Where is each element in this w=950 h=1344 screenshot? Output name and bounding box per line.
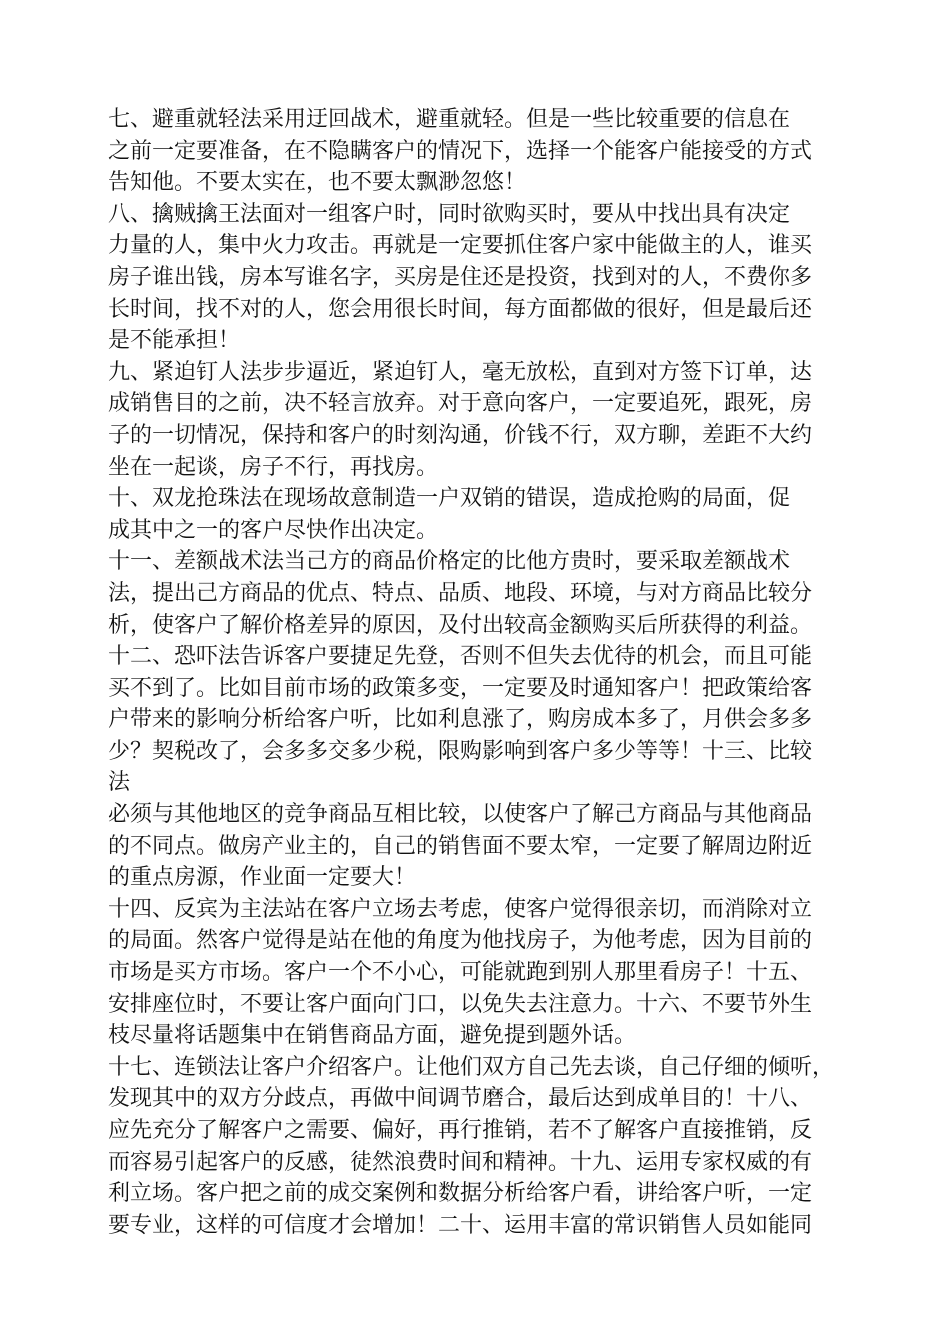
text-line: 的不同点。做房产业主的，自己的销售面不要太窄，一定要了解周边附近 (108, 833, 813, 859)
text-line: 成销售目的之前，决不轻言放弃。对于意向客户，一定要追死，跟死，房 (108, 391, 813, 417)
text-line: 之前一定要准备，在不隐瞒客户的情况下，选择一个能客户能接受的方式 (108, 138, 813, 164)
text-line: 必须与其他地区的竞争商品互相比较，以使客户了解己方商品与其他商品 (108, 802, 813, 828)
text-line: 少？契税改了，会多多交多少税，限购影响到客户多少等等！十三、比较 (108, 738, 813, 764)
text-line: 房子谁出钱，房本写谁名字，买房是住还是投资，找到对的人，不费你多 (108, 264, 813, 290)
text-line: 十一、差额战术法当己方的商品价格定的比他方贵时，要采取差额战术 (108, 549, 791, 575)
text-line: 告知他。不要太实在，也不要太飘渺忽悠！ (108, 170, 527, 196)
text-line: 法 (108, 770, 131, 796)
text-line: 长时间，找不对的人，您会用很长时间，每方面都做的很好，但是最后还 (108, 296, 813, 322)
text-line: 要专业，这样的可信度才会增加！二十、运用丰富的常识销售人员如能同 (108, 1212, 813, 1238)
text-line: 十、双龙抢珠法在现场故意制造一户双销的错误，造成抢购的局面，促 (108, 486, 791, 512)
text-line: 十二、恐吓法告诉客户要捷足先登，否则不但失去优待的机会，而且可能 (108, 644, 813, 670)
text-line: 八、擒贼擒王法面对一组客户时，同时欲购买时，要从中找出具有决定 (108, 201, 791, 227)
text-line: 安排座位时，不要让客户面向门口，以免失去注意力。十六、不要节外生 (108, 991, 813, 1017)
text-line: 而容易引起客户的反感，徒然浪费时间和精神。十九、运用专家权威的有 (108, 1149, 813, 1175)
text-line: 法，提出己方商品的优点、特点、品质、地段、环境，与对方商品比较分 (108, 580, 813, 606)
text-line: 的重点房源，作业面一定要大！ (108, 865, 417, 891)
text-line: 析，使客户了解价格差异的原因，及付出较高金额购买后所获得的利益。 (108, 612, 813, 638)
text-line: 十四、反宾为主法站在客户立场去考虑，使客户觉得很亲切，而消除对立 (108, 896, 813, 922)
text-line: 利立场。客户把之前的成交案例和数据分析给客户看，讲给客户听，一定 (108, 1181, 813, 1207)
text-line: 户带来的影响分析给客户听，比如利息涨了，购房成本多了，月供会多多 (108, 707, 813, 733)
text-line: 枝尽量将话题集中在销售商品方面，避免提到题外话。 (108, 1023, 637, 1049)
document-body (108, 104, 868, 1241)
text-line: 九、紧迫钉人法步步逼近，紧迫钉人，毫无放松，直到对方签下订单，达 (108, 359, 813, 385)
text-line: 十七、连锁法让客户介绍客户。让他们双方自己先去谈，自己仔细的倾听， (108, 1054, 835, 1080)
text-line: 买不到了。比如目前市场的政策多变，一定要及时通知客户！把政策给客 (108, 675, 813, 701)
text-line: 成其中之一的客户尽快作出决定。 (108, 517, 439, 543)
text-line: 应先充分了解客户之需要、偏好，再行推销，若不了解客户直接推销，反 (108, 1118, 813, 1143)
text-line: 坐在一起谈，房子不行，再找房。 (108, 454, 439, 480)
text-line: 力量的人，集中火力攻击。再就是一定要抓住客户家中能做主的人，谁买 (108, 233, 813, 259)
text-line: 市场是买方市场。客户一个不小心，可能就跑到别人那里看房子！十五、 (108, 960, 813, 986)
text-line: 子的一切情况，保持和客户的时刻沟通，价钱不行，双方聊，差距不大约 (108, 422, 813, 448)
text-line: 七、避重就轻法采用迂回战术，避重就轻。但是一些比较重要的信息在 (108, 107, 791, 132)
text-line: 是不能承担！ (108, 328, 241, 354)
text-line: 发现其中的双方分歧点，再做中间调节磨合，最后达到成单目的！十八、 (108, 1086, 813, 1112)
text-line: 的局面。然客户觉得是站在他的角度为他找房子，为他考虑，因为目前的 (108, 928, 813, 954)
